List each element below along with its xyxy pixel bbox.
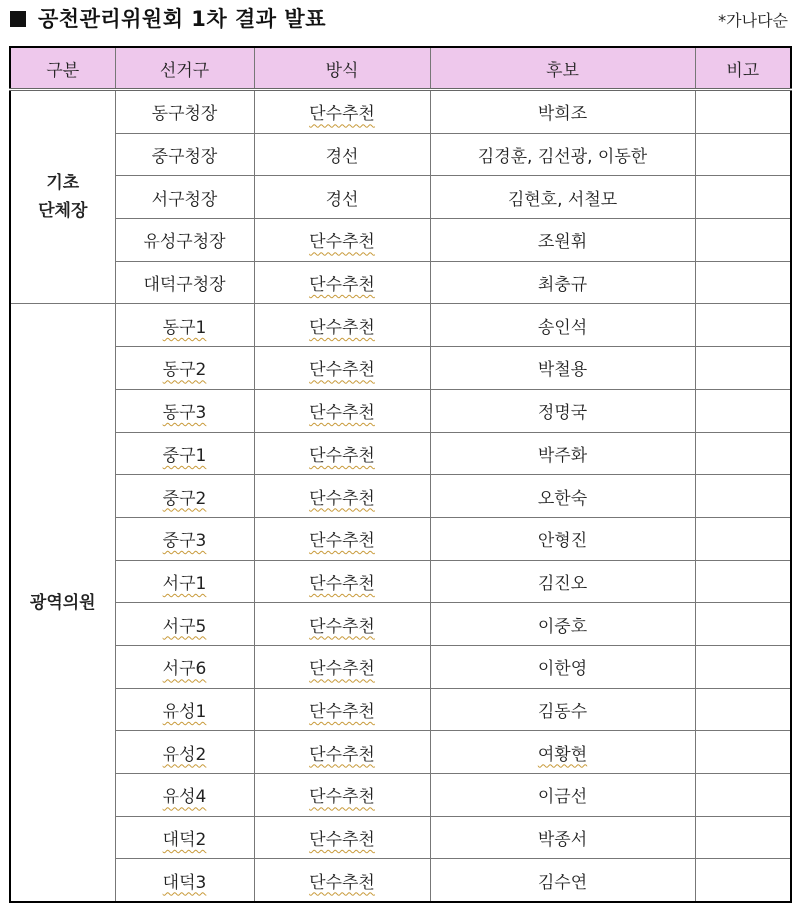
candidates-cell	[430, 603, 695, 646]
method-cell-text: 단수추천	[309, 275, 375, 296]
candidates-cell	[430, 432, 695, 475]
candidates-cell-text: 김경훈, 김선광, 이동한	[477, 147, 648, 168]
method-cell	[254, 603, 430, 646]
method-cell-text: 단수추천	[309, 744, 375, 765]
candidates-cell	[430, 774, 695, 817]
method-cell-text: 단수추천	[309, 232, 375, 253]
candidates-cell-text: 김동수	[537, 701, 588, 722]
district-cell-text: 서구5	[162, 616, 207, 637]
category-label: 기초	[46, 173, 80, 194]
remark-cell	[695, 90, 791, 134]
district-cell	[115, 517, 254, 560]
remark-cell	[695, 261, 791, 304]
candidates-cell-text: 여황현	[537, 744, 588, 765]
district-cell-text: 유성1	[162, 701, 207, 722]
method-cell-text: 단수추천	[309, 573, 375, 594]
district-cell	[115, 261, 254, 304]
district-cell-text: 서구6	[162, 659, 207, 680]
district-cell-text: 대덕3	[162, 872, 207, 893]
method-cell-text: 단수추천	[309, 403, 375, 424]
candidates-cell	[430, 560, 695, 603]
candidates-cell	[430, 304, 695, 347]
remark-cell	[695, 560, 791, 603]
method-cell	[254, 859, 430, 902]
category-cell	[10, 304, 115, 902]
method-cell-text: 단수추천	[309, 531, 375, 552]
method-cell-text: 단수추천	[309, 445, 375, 466]
remark-cell	[695, 603, 791, 646]
district-cell	[115, 688, 254, 731]
document-title	[10, 3, 326, 33]
table-row	[10, 347, 791, 390]
table-row	[10, 816, 791, 859]
district-cell	[115, 304, 254, 347]
candidates-cell	[430, 176, 695, 219]
category-cell	[10, 90, 115, 304]
table-row	[10, 304, 791, 347]
method-cell-text: 단수추천	[309, 360, 375, 381]
table-row	[10, 731, 791, 774]
square-bullet-icon	[10, 11, 26, 27]
candidates-cell-text: 송인석	[537, 317, 588, 338]
district-cell-text: 유성구청장	[143, 232, 226, 253]
district-cell	[115, 475, 254, 518]
method-cell	[254, 645, 430, 688]
district-cell-text: 동구청장	[151, 104, 218, 125]
remark-cell	[695, 304, 791, 347]
remark-cell	[695, 475, 791, 518]
table-row	[10, 603, 791, 646]
district-cell-text: 중구2	[162, 488, 207, 509]
table-header-row	[10, 47, 791, 90]
method-cell	[254, 389, 430, 432]
remark-cell	[695, 176, 791, 219]
candidates-cell-text: 박철용	[537, 360, 588, 381]
header-remark: 비고	[695, 47, 791, 90]
category-label: 광역의원	[29, 592, 96, 613]
method-cell	[254, 90, 430, 134]
method-cell	[254, 176, 430, 219]
district-cell-text: 동구1	[162, 317, 207, 338]
method-cell-text: 단수추천	[309, 104, 375, 125]
method-cell-text: 단수추천	[309, 317, 375, 338]
candidates-cell	[430, 90, 695, 134]
remark-cell	[695, 133, 791, 176]
candidates-cell	[430, 688, 695, 731]
candidates-cell-text: 조원휘	[537, 232, 588, 253]
candidates-cell	[430, 133, 695, 176]
candidates-cell	[430, 731, 695, 774]
candidates-cell-text: 최충규	[537, 275, 588, 296]
district-cell	[115, 133, 254, 176]
method-cell	[254, 304, 430, 347]
sort-note: *가나다순	[718, 11, 788, 30]
candidates-cell-text: 이금선	[537, 787, 588, 808]
method-cell	[254, 731, 430, 774]
method-cell	[254, 219, 430, 262]
candidates-cell-text: 이한영	[537, 659, 588, 680]
district-cell-text: 동구2	[162, 360, 207, 381]
table-row	[10, 90, 791, 134]
district-cell-text: 중구청장	[151, 147, 218, 168]
candidates-cell-text: 안형진	[537, 531, 588, 552]
table-row	[10, 133, 791, 176]
table-row	[10, 688, 791, 731]
district-cell	[115, 347, 254, 390]
table-row	[10, 475, 791, 518]
district-cell	[115, 432, 254, 475]
table-row	[10, 389, 791, 432]
district-cell	[115, 219, 254, 262]
candidates-cell-text: 박주화	[537, 445, 588, 466]
district-cell-text: 동구3	[162, 403, 207, 424]
district-cell-text: 대덕2	[162, 830, 207, 851]
district-cell	[115, 774, 254, 817]
candidates-cell	[430, 389, 695, 432]
method-cell-text: 단수추천	[309, 488, 375, 509]
table-row	[10, 774, 791, 817]
candidates-cell-text: 정명국	[537, 403, 588, 424]
district-cell-text: 대덕구청장	[143, 275, 226, 296]
method-cell	[254, 475, 430, 518]
header-candidates: 후보	[430, 47, 695, 90]
method-cell	[254, 688, 430, 731]
method-cell	[254, 774, 430, 817]
candidates-cell	[430, 517, 695, 560]
district-cell	[115, 560, 254, 603]
remark-cell	[695, 688, 791, 731]
district-cell-text: 서구1	[162, 573, 207, 594]
remark-cell	[695, 645, 791, 688]
header-category: 구분	[10, 47, 115, 90]
method-cell-text: 단수추천	[309, 659, 375, 680]
candidates-cell	[430, 816, 695, 859]
remark-cell	[695, 219, 791, 262]
method-cell	[254, 432, 430, 475]
district-cell	[115, 859, 254, 902]
category-label: 단체장	[38, 201, 88, 222]
candidates-cell	[430, 475, 695, 518]
candidates-cell	[430, 645, 695, 688]
remark-cell	[695, 859, 791, 902]
candidates-cell-text: 오한숙	[537, 488, 588, 509]
remark-cell	[695, 389, 791, 432]
district-cell-text: 중구3	[162, 531, 207, 552]
method-cell-text: 단수추천	[309, 701, 375, 722]
candidates-cell	[430, 261, 695, 304]
method-cell	[254, 133, 430, 176]
table-row	[10, 261, 791, 304]
district-cell	[115, 90, 254, 134]
remark-cell	[695, 347, 791, 390]
district-cell	[115, 816, 254, 859]
district-cell	[115, 176, 254, 219]
document-title-text: 공천관리위원회 1차 결과 발표	[38, 7, 326, 31]
method-cell	[254, 560, 430, 603]
district-cell-text: 서구청장	[151, 189, 218, 210]
table-row	[10, 432, 791, 475]
table-body	[10, 90, 791, 903]
candidates-cell-text: 김수연	[537, 872, 588, 893]
header-district: 선거구	[115, 47, 254, 90]
method-cell	[254, 261, 430, 304]
candidates-cell	[430, 219, 695, 262]
method-cell-text: 경선	[325, 189, 359, 210]
remark-cell	[695, 517, 791, 560]
district-cell-text: 유성4	[162, 787, 207, 808]
table-row	[10, 176, 791, 219]
table-row	[10, 645, 791, 688]
candidates-cell-text: 이중호	[537, 616, 588, 637]
table-row	[10, 219, 791, 262]
results-table	[9, 46, 792, 903]
method-cell	[254, 816, 430, 859]
district-cell	[115, 389, 254, 432]
candidates-cell	[430, 347, 695, 390]
candidates-cell-text: 김진오	[537, 573, 588, 594]
method-cell	[254, 517, 430, 560]
candidates-cell	[430, 859, 695, 902]
method-cell-text: 경선	[325, 147, 359, 168]
district-cell	[115, 645, 254, 688]
table-row	[10, 859, 791, 902]
table-row	[10, 560, 791, 603]
remark-cell	[695, 731, 791, 774]
table-row	[10, 517, 791, 560]
method-cell-text: 단수추천	[309, 616, 375, 637]
candidates-cell-text: 박희조	[537, 104, 588, 125]
candidates-cell-text: 박종서	[537, 830, 588, 851]
method-cell-text: 단수추천	[309, 872, 375, 893]
remark-cell	[695, 432, 791, 475]
district-cell	[115, 731, 254, 774]
method-cell-text: 단수추천	[309, 830, 375, 851]
district-cell-text: 유성2	[162, 744, 207, 765]
district-cell-text: 중구1	[162, 445, 207, 466]
method-cell	[254, 347, 430, 390]
method-cell-text: 단수추천	[309, 787, 375, 808]
district-cell	[115, 603, 254, 646]
remark-cell	[695, 774, 791, 817]
remark-cell	[695, 816, 791, 859]
header-method: 방식	[254, 47, 430, 90]
candidates-cell-text: 김현호, 서철모	[507, 189, 618, 210]
